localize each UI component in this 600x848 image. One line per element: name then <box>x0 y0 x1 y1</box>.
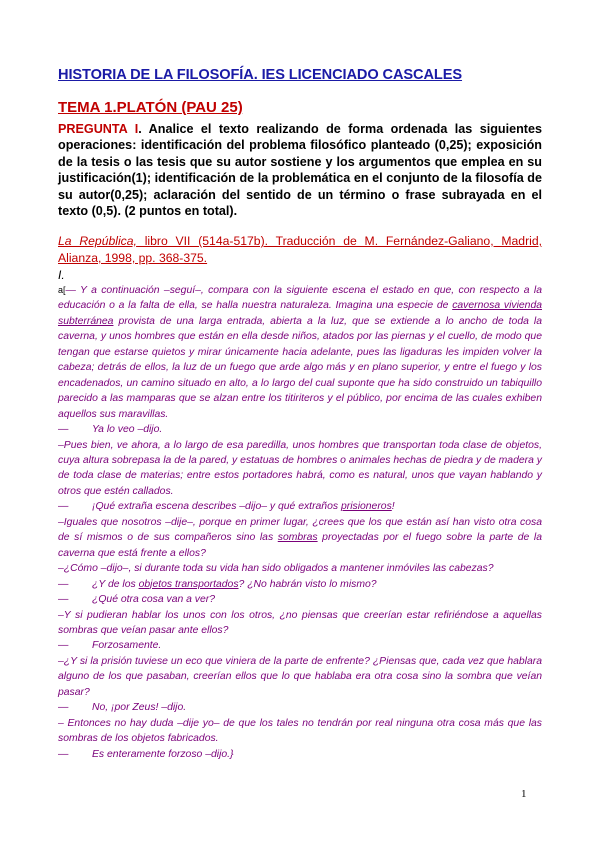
paragraph-text: Ya lo veo –dijo. <box>92 424 163 436</box>
paragraph <box>58 654 542 700</box>
question-block <box>58 121 542 219</box>
document-title: HISTORIA DE LA FILOSOFÍA. IES LICENCIADO CASCALES <box>58 67 463 83</box>
paragraph-text: –¿Cómo –dijo–, si durante toda su vida han sido obligados a mantener inmóviles las cabezas? <box>58 563 494 575</box>
paragraph <box>58 700 542 715</box>
section-label: I. <box>58 268 65 282</box>
dialogue-dash: — <box>58 702 69 714</box>
paragraph <box>58 515 542 561</box>
dialogue-dash: — <box>58 424 69 436</box>
paragraph-text: ¿Y de los <box>92 578 139 590</box>
question-label: PREGUNTA I <box>58 122 139 136</box>
question-text: . Analice el texto realizando de forma ordenada las siguientes operaciones: identificación del problema filosófico planteado (0,25); exposición de la tesis o las tesis que su autor sostiene y los argumentos que emplea en su justificación(1); identificación de la problemática en el conjunto de la filosofía de su autor(0,25); aclaración del sentido de un término o frase subrayada en el texto (0,5). (2 puntos en total). <box>58 122 542 219</box>
topic-heading: TEMA 1.PLATÓN (PAU 25) <box>58 99 243 116</box>
paragraph <box>58 283 542 422</box>
paragraph <box>58 561 542 576</box>
dialogue-dash: — <box>58 594 69 606</box>
source-reference <box>58 233 542 267</box>
paragraph <box>58 716 542 747</box>
paragraph <box>58 499 542 514</box>
paragraph-text: provista de una larga entrada, abierta a la luz, que se extiende a lo ancho de toda la caverna, y unos hombres que están en ella desde niños, atados por las piernas y el cuello, de modo que tengan que estarse quietos y mirar únicamente hacia adelante, pues las ligaduras les impiden volver la cabeza; detrás de ellos, la luz de un fuego que arde algo más y en plano superior, y entre el fuego y los encadenados, un camino situado en alto, a lo largo del cual suponte que ha sido construido un tabiquillo parecido a las mamparas que se alzan entre los titiriteros y el público, por encima de las cuales exhiben aquellos sus maravillas. <box>58 315 542 420</box>
paragraph <box>58 608 542 639</box>
dialogue-dash: — <box>58 578 69 590</box>
paragraph-text: Es enteramente forzoso –dijo.} <box>92 748 234 760</box>
paragraph <box>58 577 542 592</box>
paragraph-text: No, ¡por Zeus! –dijo. <box>92 702 187 714</box>
underlined-term: cavernosa vivienda subterránea <box>58 300 542 327</box>
paragraph-text: –¿Y si la prisión tuviese un eco que viniera de la parte de enfrente? ¿Piensas que, cada vez que hablara alguno de los que pasaban, creerían ellos que lo que hablaba era otra cosa sino la sombra que veían pasar? <box>58 655 542 698</box>
paragraph-marker: a[ <box>58 285 66 295</box>
paragraph-text: Forzosamente. <box>92 640 162 652</box>
paragraph-text: ? ¿No habrán visto lo mismo? <box>238 578 377 590</box>
book-title: La República, <box>58 234 137 248</box>
paragraph-text: –Y si pudieran hablar los unos con los otros, ¿no piensas que creerían estar refiriéndose a aquellas sombras que veían pasar ante ellos? <box>58 609 542 636</box>
dialogue-dash: — <box>58 640 69 652</box>
paragraph <box>58 592 542 607</box>
paragraph <box>58 422 542 437</box>
underlined-term: sombras <box>277 532 318 544</box>
paragraph-text: – Entonces no hay duda –dije yo– de que los tales no tendrán por real ninguna otra cosa más que las sombras de los objetos fabricados. <box>58 717 542 745</box>
paragraph-text: — Y a continuación –seguí–, compara con la siguiente escena el estado en que, con respecto a la educación o a la falta de ella, se halla nuestra naturaleza. Imagina una especie de <box>58 285 542 312</box>
paragraph-text: proyectadas por el fuego sobre la parte de la caverna que está frente a ellos? <box>58 532 542 559</box>
paragraph-text: –Iguales que nosotros –dije–, porque en primer lugar, ¿crees que los que están así han visto otra cosa de sí mismos o de sus compañeros sino las <box>58 516 542 544</box>
dialogue-dash: — <box>58 501 69 513</box>
paragraph-text: ¡Qué extraña escena describes –dijo– y qué extraños <box>92 501 341 513</box>
paragraph-text: ¿Qué otra cosa van a ver? <box>92 594 216 606</box>
paragraph-text: ! <box>391 501 395 513</box>
paragraph <box>58 638 542 653</box>
underlined-term: objetos transportados <box>138 578 239 590</box>
source-details: libro VII (514a-517b). Traducción de M. Fernández-Galiano, Madrid, Alianza, 1998, pp. 368-375. <box>58 234 543 265</box>
paragraph <box>58 747 542 762</box>
excerpt-text <box>58 283 542 762</box>
underlined-term: prisioneros <box>340 501 392 513</box>
paragraph-text: –Pues bien, ve ahora, a lo largo de esa paredilla, unos hombres que transportan toda clase de objetos, cuya altura sobrepasa la de la pared, y estatuas de hombres o animales hechas de piedra y de madera y de toda clase de materias; entre estos portadores habrá, como es natural, unos que vayan hablando y otros que estén callados. <box>58 439 542 497</box>
dialogue-dash: — <box>58 748 69 760</box>
paragraph <box>58 438 542 500</box>
page-number: 1 <box>521 788 527 800</box>
